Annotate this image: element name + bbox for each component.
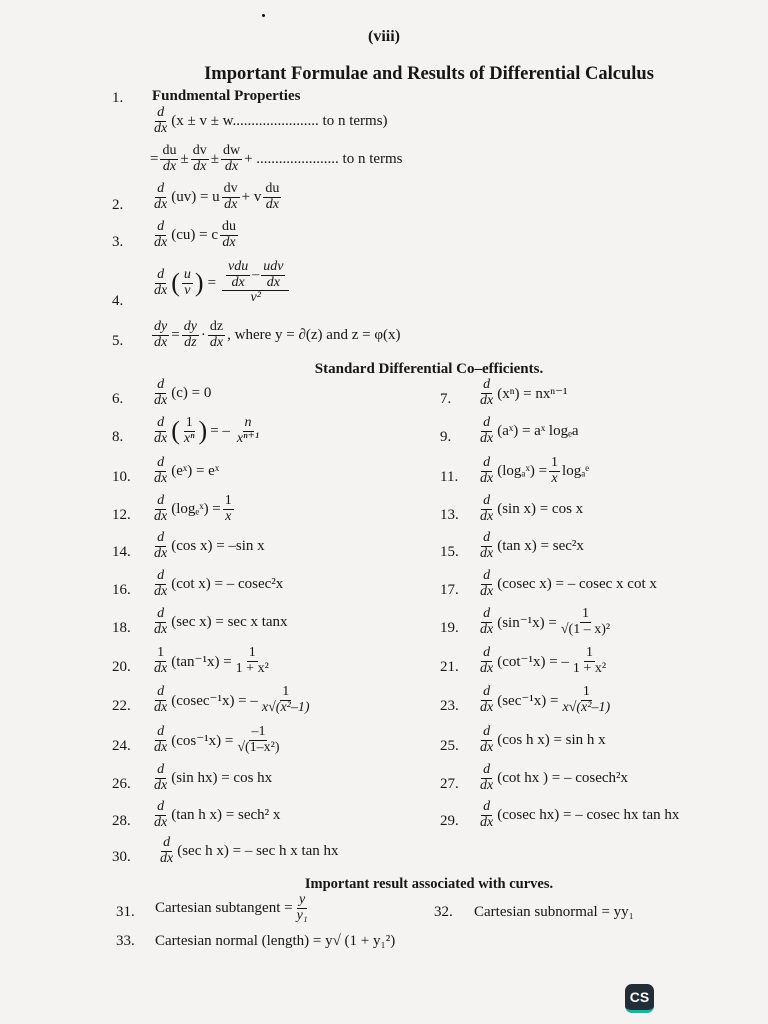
speck-mark <box>262 14 265 17</box>
formula-27: $\frac{d}{dx}$ (cot hx ) = – cosech²x <box>480 762 629 793</box>
item-number: 8. <box>112 429 124 445</box>
item-number: 29. <box>440 813 459 829</box>
item-number: 18. <box>112 620 131 636</box>
formula-4: $\frac{d}{dx}$ ( $\frac{u}{v}$ ) = $\frac{\text{vdu}}{dx}$ – $\frac{\text{udv}}{dx}$ v² <box>150 260 291 306</box>
formula-14: $\frac{d}{dx}$ (cos x) = –sin x <box>154 530 265 561</box>
item-number: 14. <box>112 544 131 560</box>
item-number: 30. <box>112 849 131 865</box>
item-number: 4. <box>112 293 124 309</box>
item-number: 16. <box>112 582 131 598</box>
item-number: 17. <box>440 582 459 598</box>
item-number: 27. <box>440 776 459 792</box>
item-number: 32. <box>434 904 453 920</box>
formula-6: $\frac{d}{dx}$ (c) = 0 <box>154 377 212 408</box>
formula-11: $\frac{d}{dx}$ (logₐˣ) = $\frac{1}{x}$ logₐᵉ <box>480 455 590 486</box>
section-heading-standard: Standard Differential Co–efficients. <box>314 361 544 377</box>
formula-9: $\frac{d}{dx}$ (aˣ) = aˣ logₑa <box>480 415 579 446</box>
formula-29: $\frac{d}{dx}$ (cosec hx) = – cosec hx tan hx <box>480 799 680 830</box>
item-number: 2. <box>112 197 124 213</box>
item-number: 5. <box>112 333 124 349</box>
formula-30: $\frac{d}{dx}$ (sec h x) = – sec h x tan hx <box>160 835 339 866</box>
item-number: 22. <box>112 698 131 714</box>
formula-1a: $\frac{d}{dx}$ (x ± v ± w....................... to n terms) <box>154 105 388 136</box>
item-number: 13. <box>440 507 459 523</box>
formula-26: $\frac{d}{dx}$ (sin hx) = cos hx <box>154 762 273 793</box>
page-number: (viii) <box>368 28 400 45</box>
formula-22: $\frac{d}{dx}$ (cosec⁻¹x) = – $\frac{1}{\text{x√(x²–1)}}$ <box>154 684 310 715</box>
formula-17: $\frac{d}{dx}$ (cosec x) = – cosec x cot x <box>480 568 657 599</box>
item-number: 3. <box>112 234 124 250</box>
item-number: 10. <box>112 469 131 485</box>
item-number: 31. <box>116 904 135 920</box>
formula-8: $\frac{d}{dx}$ ( $\frac{1}{\text{xⁿ}}$ ) = – $\frac{n}{\text{xⁿ⁺¹}}$ <box>154 415 260 446</box>
formula-5: $\frac{dy}{dx}$ = $\frac{dy}{dz}$ · $\frac{dz}{dx}$ , where y = ∂(z) and z = φ(x) <box>154 319 401 350</box>
formula-19: $\frac{d}{dx}$ (sin⁻¹x) = $\frac{1}{\text{√(1 – x)²}}$ <box>480 606 611 637</box>
item-number: 26. <box>112 776 131 792</box>
item-number: 9. <box>440 429 452 445</box>
item-number: 20. <box>112 659 131 675</box>
formula-18: $\frac{d}{dx}$ (sec x) = sec x tanx <box>154 606 288 637</box>
item-number: 25. <box>440 738 459 754</box>
item-number: 12. <box>112 507 131 523</box>
item-number: 24. <box>112 738 131 754</box>
formula-33: Cartesian normal (length) = y√ (1 + y₁²) <box>155 933 396 949</box>
formula-13: $\frac{d}{dx}$ (sin x) = cos x <box>480 493 584 524</box>
formula-1b: = $\frac{du}{dx}$ ± $\frac{dv}{dx}$ ± $\frac{dw}{dx}$ + ...................... to n terms <box>150 143 403 174</box>
formula-21: $\frac{d}{dx}$ (cot⁻¹x) = – $\frac{1}{\text{1 + x²}}$ <box>480 645 607 676</box>
section-heading-fundamental: Fundmental Properties <box>152 88 301 104</box>
formula-25: $\frac{d}{dx}$ (cos h x) = sin h x <box>480 724 606 755</box>
formula-28: $\frac{d}{dx}$ (tan h x) = sech² x <box>154 799 281 830</box>
formula-7: $\frac{d}{dx}$ (xⁿ) = nxⁿ⁻¹ <box>480 377 568 408</box>
item-number: 11. <box>440 469 459 485</box>
item-number: 33. <box>116 933 135 949</box>
section-heading-curves: Important result associated with curves. <box>304 876 554 892</box>
formula-20: $\frac{1}{dx}$ (tan⁻¹x) = $\frac{1}{\text{1 + x²}}$ <box>154 645 269 676</box>
page-title: Important Formulae and Results of Differential Calculus <box>204 64 654 84</box>
formula-32: Cartesian subnormal = yy₁ <box>474 904 634 920</box>
camscanner-logo: CS <box>625 984 654 1013</box>
item-number: 7. <box>440 391 452 407</box>
item-number: 28. <box>112 813 131 829</box>
formula-31: Cartesian subtangent = $\frac{y}{\text{y₁}}$ <box>155 892 308 923</box>
item-number: 15. <box>440 544 459 560</box>
formula-16: $\frac{d}{dx}$ (cot x) = – cosec²x <box>154 568 284 599</box>
item-number: 6. <box>112 391 124 407</box>
item-number: 1. <box>112 90 124 106</box>
formula-23: $\frac{d}{dx}$ (sec⁻¹x) = $\frac{1}{\text{x√(x²–1)}}$ <box>480 684 611 715</box>
item-number: 19. <box>440 620 459 636</box>
formula-3: $\frac{d}{dx}$ (cu) = c $\frac{du}{dx}$ <box>154 219 236 250</box>
formula-2: $\frac{d}{dx}$ (uv) = u $\frac{dv}{dx}$ + v $\frac{du}{dx}$ <box>154 181 280 212</box>
formula-15: $\frac{d}{dx}$ (tan x) = sec²x <box>480 530 584 561</box>
formula-10: $\frac{d}{dx}$ (eˣ) = eˣ <box>154 455 220 486</box>
formula-12: $\frac{d}{dx}$ (logₑˣ) = $\frac{1}{x}$ <box>154 493 232 524</box>
item-number: 21. <box>440 659 459 675</box>
item-number: 23. <box>440 698 459 714</box>
formula-24: $\frac{d}{dx}$ (cos⁻¹x) = $\frac{-1}{\text{√(1–x²)}}$ <box>154 724 280 755</box>
